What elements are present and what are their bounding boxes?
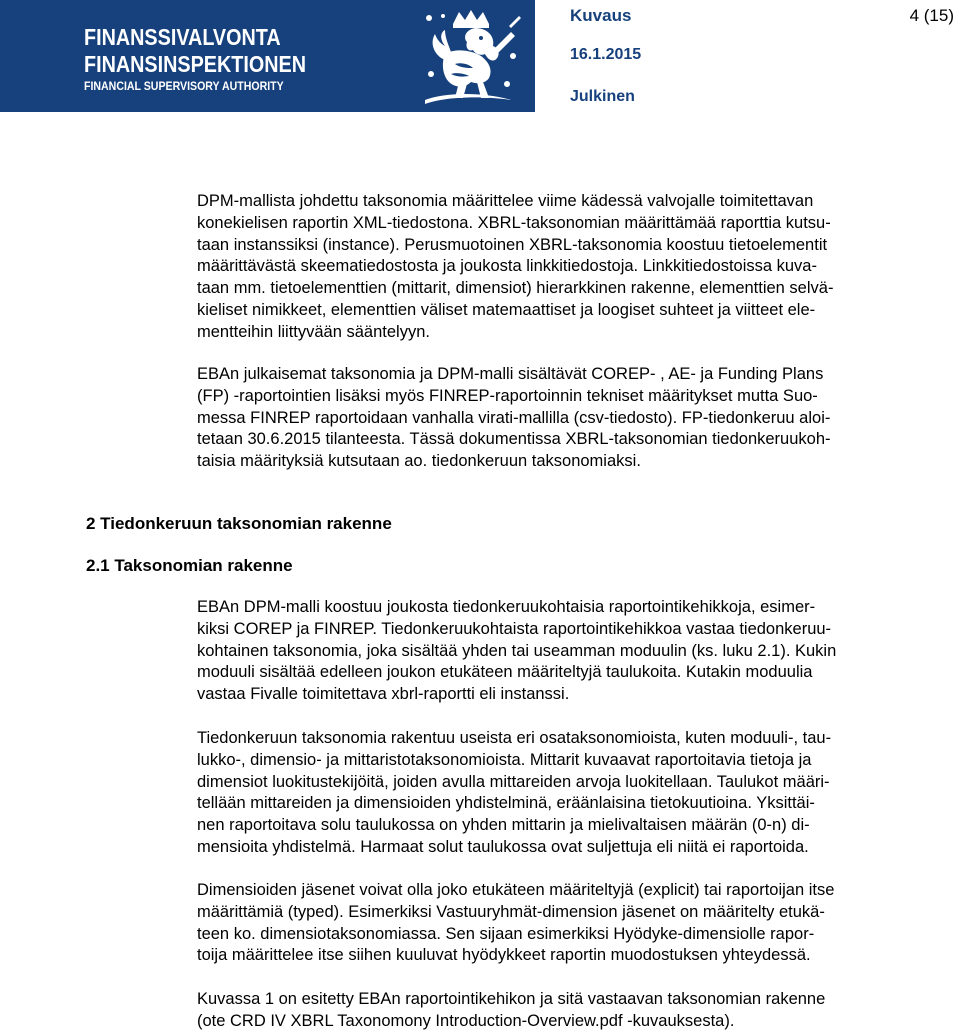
- text-line: taan mm. tietoelementtien (mittarit, dimensiot) hierarkkinen rakenne, elementtien selvä-: [197, 279, 834, 298]
- text-line: lukko-, dimensio- ja mittaristotaksonomioista. Mittarit kuvaavat raportoitavia tietoja ja: [197, 750, 812, 769]
- text-line: tellään mittareiden ja dimensioiden yhdistelminä, eräänlaisina tietokuutioina. Yksittäi-: [197, 794, 815, 813]
- text-line: nen raportoitava solu taulukossa on yhden mittarin ja mielivaltaisen määrän (0-n) di-: [197, 816, 810, 835]
- paragraph-dpm-model: [197, 597, 836, 706]
- text-line: määrittämiä (typed). Esimerkiksi Vastuuryhmät-dimension jäsenet on määritelty etukä-: [197, 902, 825, 921]
- logo-text: [84, 24, 342, 94]
- paragraph-eba-taxonomy: [197, 364, 831, 473]
- section-heading-2: 2 Tiedonkeruun taksonomian rakenne: [86, 514, 392, 533]
- header-banner: [0, 0, 535, 112]
- text-line: konekielisen raportin XML-tiedostona. XBRL-taksonomian määrittämää raporttia kutsu-: [197, 213, 831, 232]
- logo-line-sv: FINANSINSPEKTIONEN: [84, 51, 307, 77]
- text-line: kiksi COREP ja FINREP. Tiedonkeruukohtaista raportointikehikkoa vastaa tiedonkeruu-: [197, 619, 832, 638]
- text-line: (FP) -raportointien lisäksi myös FINREP-raportoinnin tekniset määritykset mutta Suo-: [197, 386, 818, 405]
- logo-line-en: FINANCIAL SUPERVISORY AUTHORITY: [84, 81, 284, 93]
- text-line: toija määrittelee itse siihen kuuluvat hyödykkeet raportin muodostuksen yhteydessä.: [197, 946, 811, 965]
- text-line: moduuli sisältää edelleen joukon etukäteen määriteltyjä taulukoita. Kutakin moduulia: [197, 663, 813, 682]
- text-line: (ote CRD IV XBRL Taxonomony Introduction-Overview.pdf -kuvauksesta).: [197, 1011, 735, 1030]
- page-number: 4 (15): [909, 6, 954, 25]
- paragraph-dpm-taxonomy: [197, 191, 833, 344]
- text-line: mentteihin liittyvään sääntelyyn.: [197, 322, 430, 341]
- paragraph-figure-reference: [197, 989, 825, 1033]
- text-line: määrittävästä skeematiedostosta ja joukosta linkkitiedostoja. Linkkitiedostoissa kuva-: [197, 257, 817, 276]
- text-line: mensioita yhdistelmä. Harmaat solut taulukossa ovat suljettuja eli niitä ei raportoida.: [197, 837, 809, 856]
- document-type: Kuvaus: [570, 6, 632, 25]
- text-line: tetaan 30.6.2015 tilanteesta. Tässä dokumentissa XBRL-taksonomian tiedonkeruukoh-: [197, 430, 831, 449]
- text-line: DPM-mallista johdettu taksonomia määrittelee viime kädessä valvojalle toimitettavan: [197, 192, 814, 210]
- text-line: teen ko. dimensiotaksonomiassa. Sen sijaan esimerkiksi Hyödyke-dimensiolle rapor-: [197, 924, 815, 943]
- classification: Julkinen: [570, 88, 635, 105]
- section-heading-2-1: 2.1 Taksonomian rakenne: [86, 556, 293, 575]
- document-date: 16.1.2015: [570, 46, 642, 63]
- text-line: EBAn DPM-malli koostuu joukosta tiedonkeruukohtaisia raportointikehikkoja, esimer-: [197, 598, 816, 616]
- text-line: Tiedonkeruun taksonomia rakentuu useista eri osataksonomioista, kuten moduuli-, tau-: [197, 729, 832, 747]
- text-line: messa FINREP raportoidaan vanhalla virati-mallilla (csv-tiedosto). FP-tiedonkeruu aloi-: [197, 408, 831, 427]
- document-header: [570, 0, 960, 112]
- logo-line-fi: FINANSSIVALVONTA: [84, 24, 281, 50]
- paragraph-dimension-members: [197, 880, 834, 967]
- text-line: kieliset nimikkeet, elementtien väliset matemaattiset ja loogiset suhteet ja viitteet ele-: [197, 300, 816, 319]
- text-line: dimensiot luokitustekijöitä, joiden avulla mittareiden arvoja luokitellaan. Taulukot määri-: [197, 772, 830, 791]
- heraldic-lion-icon: [415, 4, 527, 108]
- text-line: Dimensioiden jäsenet voivat olla joko etukäteen määriteltyjä (explicit) tai raportoijan itse: [197, 881, 835, 899]
- text-line: taan instanssiksi (instance). Perusmuotoinen XBRL-taksonomia koostuu tietoelementit: [197, 235, 828, 254]
- text-line: kohtainen taksonomia, joka sisältää yhden tai useamman moduulin (ks. luku 2.1). Kukin: [197, 641, 837, 660]
- text-line: Kuvassa 1 on esitetty EBAn raportointikehikon ja sitä vastaavan taksonomian rakenne: [197, 990, 826, 1008]
- text-line: taisia määrityksiä kutsutaan ao. tiedonkeruun taksonomiaksi.: [197, 452, 641, 471]
- paragraph-sub-taxonomies: [197, 728, 831, 859]
- text-line: EBAn julkaisemat taksonomia ja DPM-malli sisältävät COREP- , AE- ja Funding Plans: [197, 365, 824, 383]
- text-line: vastaa Fivalle toimitettava xbrl-raportti eli instanssi.: [197, 685, 570, 704]
